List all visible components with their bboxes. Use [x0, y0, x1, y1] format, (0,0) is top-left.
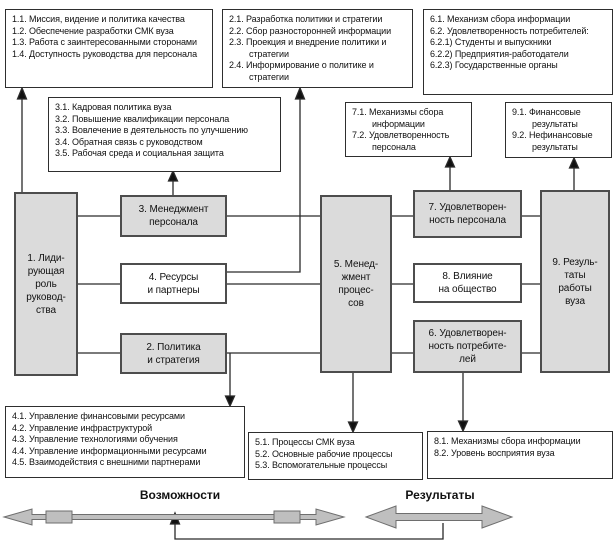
note-perception-criteria: [427, 431, 613, 479]
note-personnel-criteria: [48, 97, 281, 172]
results-double-arrow: [366, 506, 512, 528]
note-line: 8.2. Уровень восприятия вуза: [434, 447, 555, 458]
note-line: 7.1. Механизмы сбора информации: [352, 107, 444, 129]
note-line: 9.1. Финансовые результаты: [512, 107, 581, 129]
note-line: 2.2. Сбор разносторонней информации: [229, 25, 392, 36]
block-customer-satisfaction: [413, 320, 522, 373]
block-label-line: 1. Лиди-: [27, 252, 65, 264]
note-staff-satisfaction-criteria: [345, 102, 472, 157]
note-line: 7.2. Удовлетворенность персонала: [352, 130, 450, 152]
block-label-line: таты: [564, 269, 586, 281]
block-label-line: на общество: [438, 284, 497, 295]
note-line: 8.1. Механизмы сбора информации: [434, 436, 581, 446]
block-staff-satisfaction: [413, 190, 522, 238]
note-line: 6.2.2) Предприятия-работодатели: [430, 48, 569, 59]
note-line: 4.1. Управление финансовыми ресурсами: [12, 411, 185, 421]
block-label-line: 9. Резуль-: [552, 256, 598, 268]
note-resource-management-criteria: [5, 406, 245, 478]
block-label-line: ность персонала: [429, 215, 506, 226]
note-policy-criteria: [222, 9, 413, 88]
block-leadership: [14, 192, 78, 376]
note-line: 6.1. Механизм сбора информации: [430, 14, 571, 24]
note-customer-satisfaction-criteria: [423, 9, 613, 95]
note-line: 2.1. Разработка политики и стратегии: [229, 14, 383, 24]
block-label-line: рующая: [27, 265, 65, 277]
block-label-line: и партнеры: [147, 284, 200, 296]
block-label-line: 4. Ресурсы: [148, 271, 199, 283]
block-label-line: роль: [35, 278, 57, 290]
note-line: 1.1. Миссия, видение и политика качества: [12, 14, 185, 24]
note-leadership-criteria: [5, 9, 213, 88]
note-line: 4.5. Взаимодействия с внешними партнерами: [12, 457, 201, 468]
note-line: 3.5. Рабочая среда и социальная защита: [55, 148, 224, 159]
note-line: 9.2. Нефинансовые результаты: [512, 130, 593, 152]
note-line: 6.2.3) Государственные органы: [430, 60, 558, 71]
note-line: 3.1. Кадровая политика вуза: [55, 102, 172, 112]
note-results-criteria: [505, 102, 612, 158]
block-university-results: [540, 190, 610, 373]
block-label-line: 3. Менеджмент: [138, 204, 209, 215]
note-line: 1.2. Обеспечение разработки СМК вуза: [12, 25, 174, 36]
note-line: 3.2. Повышение квалификации персонала: [55, 113, 230, 124]
note-line: 6.2.1) Студенты и выпускники: [430, 37, 552, 48]
block-label-line: жмент: [341, 272, 371, 283]
results-label: Результаты: [405, 488, 475, 502]
note-line: 5.3. Вспомогательные процессы: [255, 460, 388, 471]
block-label-line: 8. Влияние: [442, 271, 493, 282]
note-line: 1.3. Работа с заинтересованными сторонами: [12, 37, 197, 48]
block-label-line: 5. Менед-: [333, 259, 379, 270]
note-line: 5.1. Процессы СМК вуза: [255, 437, 355, 447]
block-label-line: работы: [558, 282, 592, 294]
block-process-management: [320, 195, 392, 373]
block-label-line: и стратегия: [147, 354, 200, 366]
note-line: 5.2. Основные рабочие процессы: [255, 448, 393, 459]
block-label-line: процес-: [338, 285, 374, 296]
block-label-line: вуза: [565, 295, 585, 307]
note-line: 4.2. Управление инфраструктурой: [12, 422, 153, 433]
block-label-line: ства: [36, 304, 56, 316]
block-label-line: ность потребите-: [428, 341, 507, 352]
note-line: 4.4. Управление информационными ресурсами: [12, 445, 207, 456]
note-line: 6.2. Удовлетворенность потребителей:: [430, 25, 589, 36]
block-personnel-management: [120, 195, 227, 237]
block-label-line: сов: [348, 298, 364, 309]
note-line: 1.4. Доступность руководства для персонала: [12, 48, 197, 59]
note-line: 3.4. Обратная связь с руководством: [55, 136, 203, 147]
block-label-line: 6. Удовлетворен-: [428, 328, 507, 339]
block-label-line: руковод-: [26, 291, 66, 303]
note-line: 3.3. Вовлечение в деятельность по улучшению: [55, 125, 248, 136]
note-line: 2.4. Информирование о политике и стратегии: [229, 60, 374, 82]
block-policy-strategy: [120, 333, 227, 374]
note-line: 2.3. Проекция и внедрение политики и стратегии: [229, 37, 387, 59]
block-society-impact: [413, 263, 522, 303]
block-label-line: 7. Удовлетворен-: [428, 202, 507, 213]
enablers-label: Возможности: [139, 488, 221, 502]
block-resources-partners: [120, 263, 227, 304]
block-label-line: 2. Политика: [146, 341, 201, 353]
block-label-line: персонала: [149, 217, 198, 228]
block-label-line: лей: [459, 354, 476, 365]
note-line: 4.3. Управление технологиями обучения: [12, 434, 178, 445]
note-process-criteria: [248, 432, 423, 480]
